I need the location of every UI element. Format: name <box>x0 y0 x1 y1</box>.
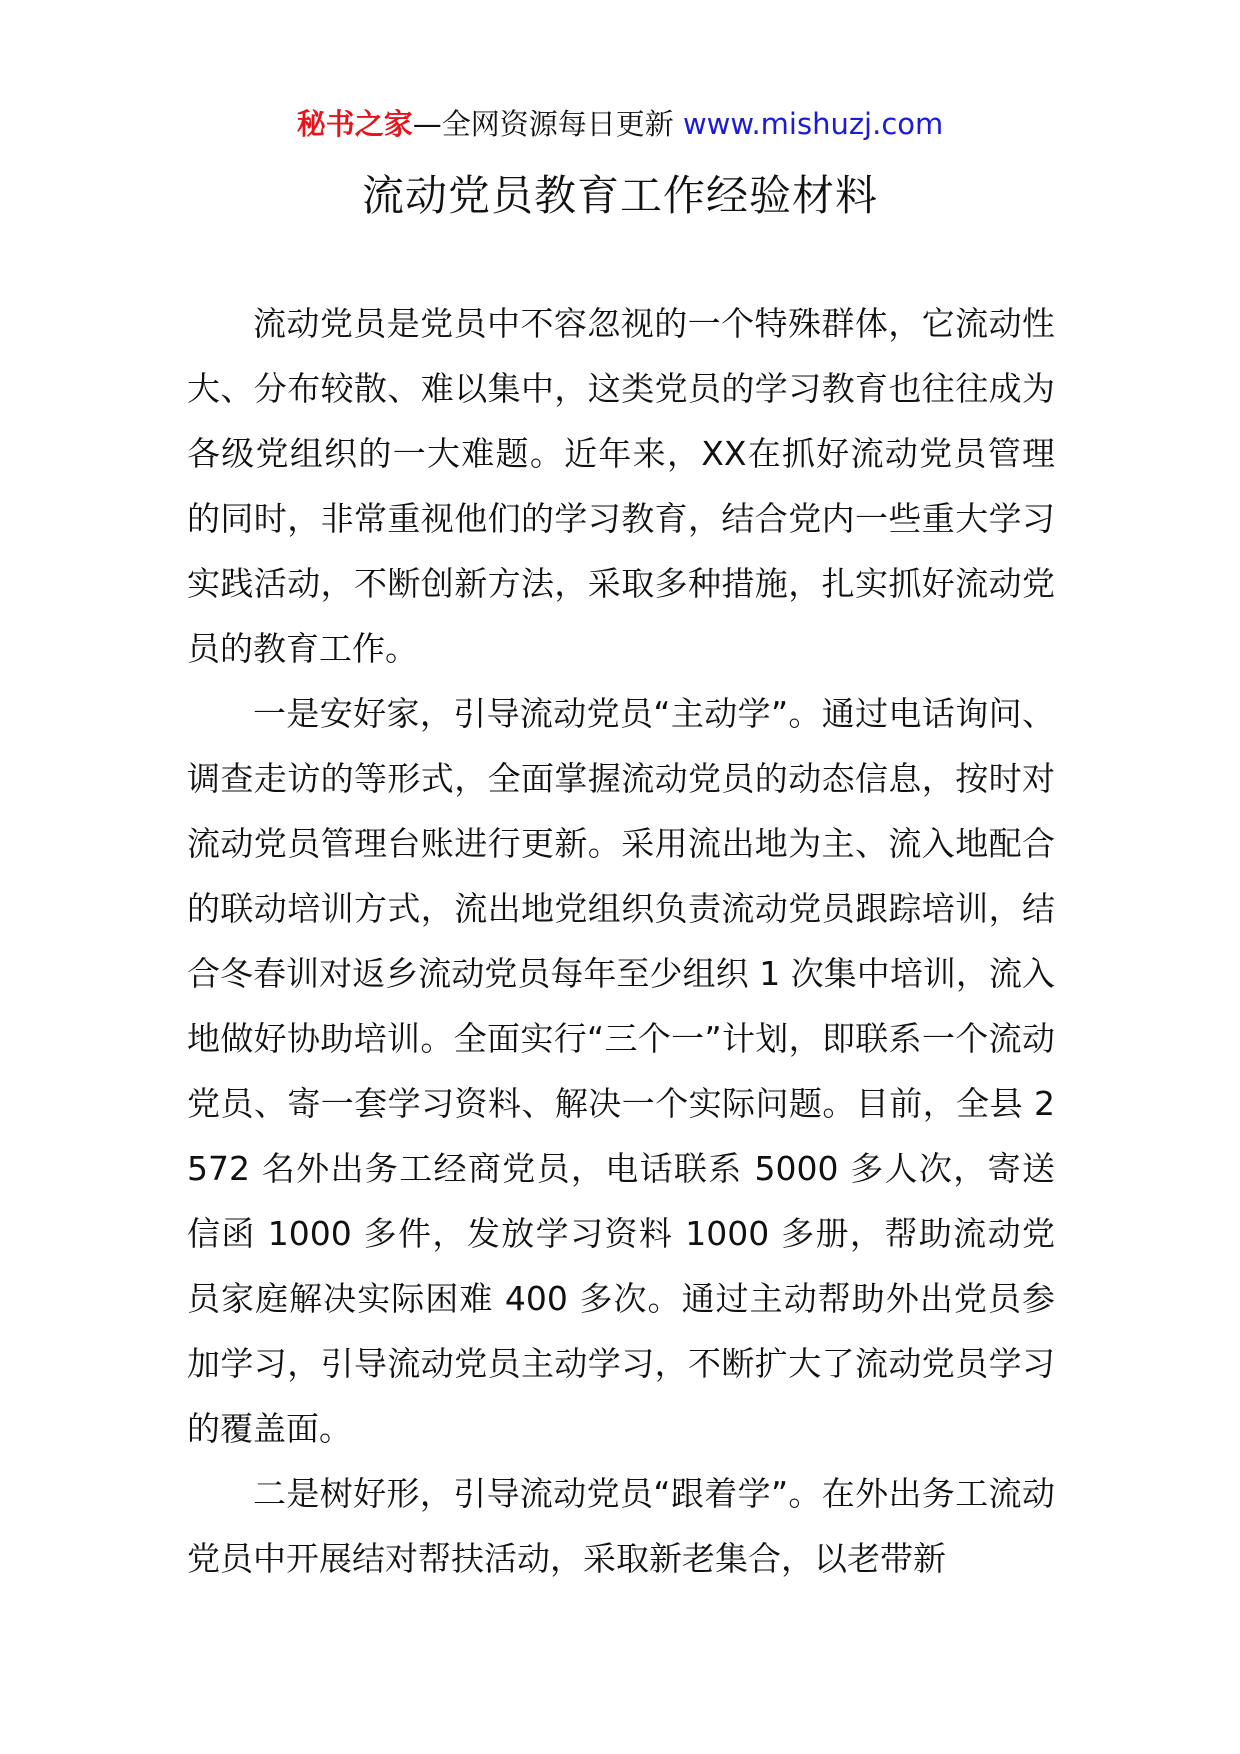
document-body <box>187 291 1055 1591</box>
paragraph-intro: 流动党员是党员中不容忽视的一个特殊群体，它流动性大、分布较散、难以集中，这类党员的学习教育也往往成为各级党组织的一大难题。近年来，XX在抓好流动党员管理的同时，非常重视他们的学习教育，结合党内一些重大学习实践活动，不断创新方法，采取多种措施，扎实抓好流动党员的教育工作。 <box>187 304 1055 668</box>
document-title: 流动党员教育工作经验材料 <box>361 171 878 220</box>
paragraph-point-one: 一是安好家，引导流动党员“主动学”。通过电话询问、调查走访的等形式，全面掌握流动党员的动态信息，按时对流动党员管理台账进行更新。采用流出地为主、流入地配合的联动培训方式，流出地党组织负责流动党员跟踪培训，结合冬春训对返乡流动党员每年至少组织 1 次集中培训，流入地做好协助培训。全面实行“三个一”计划，即联系一个流动党员、寄一套学习资料、解决一个实际问题。目前，全县 2572 名外出务工经商党员，电话联系 5000 多人次，寄送信函 1000 多件，发放学习资料 1000 多册，帮助流动党员家庭解决实际困难 400 多次。通过主动帮助外出党员参加学习，引导流动党员主动学习，不断扩大了流动党员学习的覆盖面。 <box>187 694 1055 1448</box>
paragraph-point-two: 二是树好形，引导流动党员“跟着学”。在外出务工流动党员中开展结对帮扶活动，采取新老集合，以老带新 <box>187 1474 1055 1578</box>
site-url-link[interactable]: www.mishuzj.com <box>682 107 944 141</box>
site-name: 秘书之家 <box>296 107 413 141</box>
site-banner <box>0 104 1240 144</box>
site-tagline: —全网资源每日更新 <box>412 107 683 141</box>
